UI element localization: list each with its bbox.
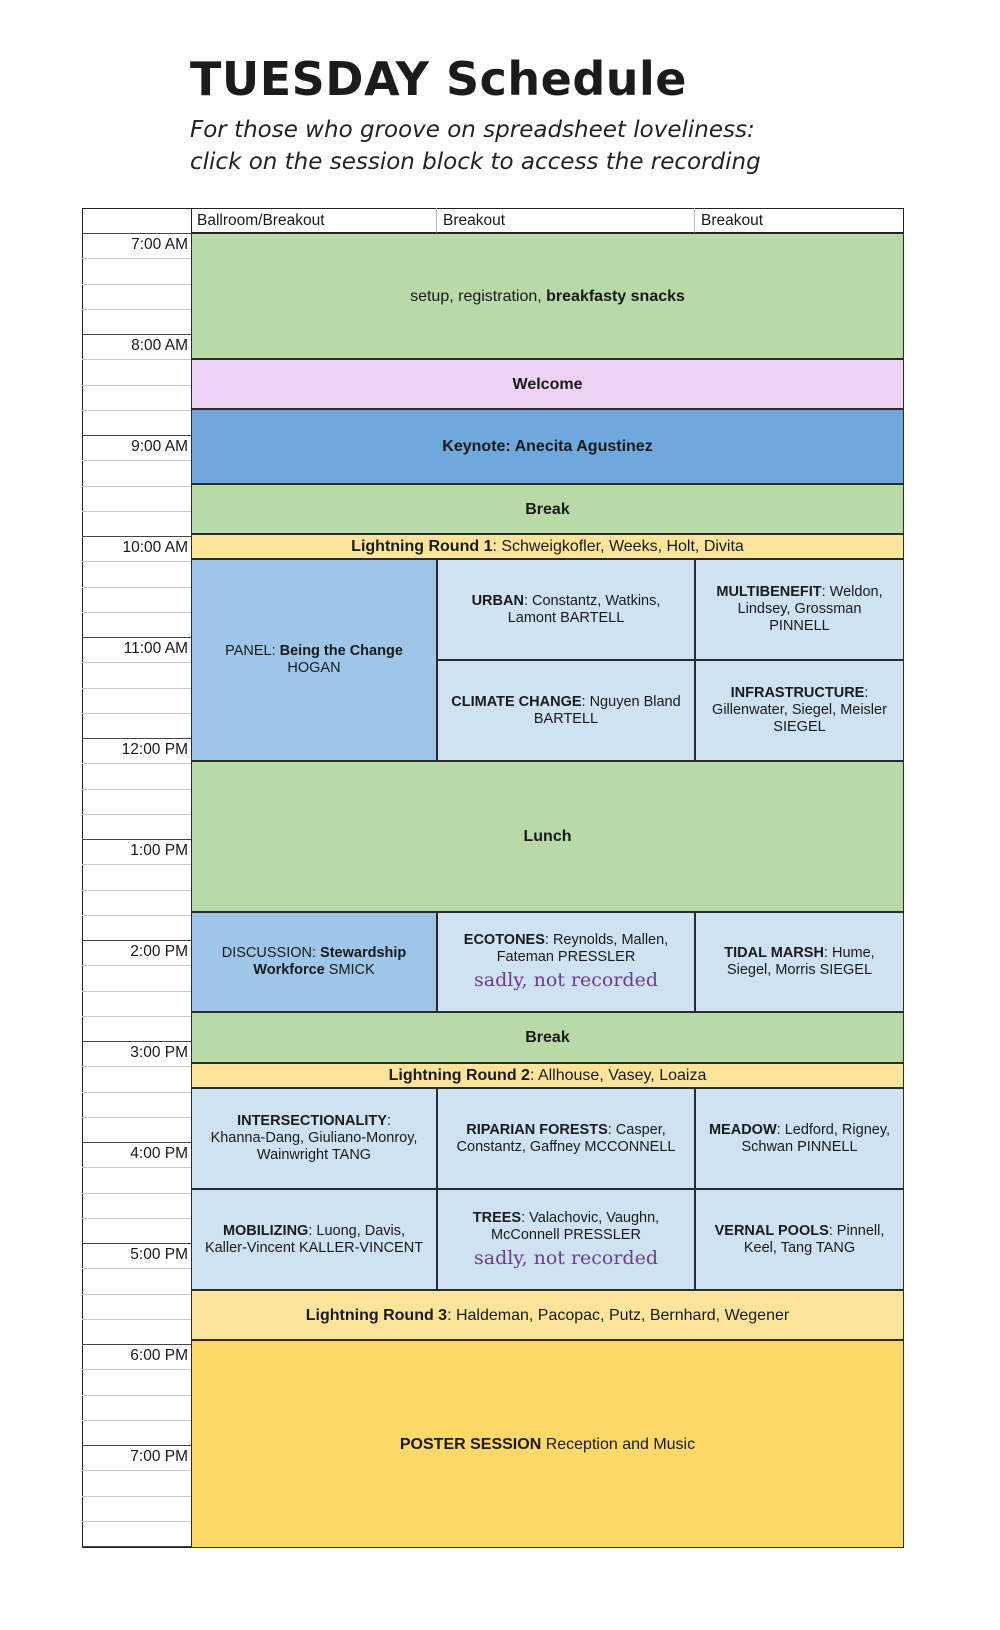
hour-gridline: [82, 637, 192, 638]
intersectionality-line-3: Wainwright TANG: [256, 1147, 372, 1163]
hour-gridline: [82, 536, 192, 537]
multibenefit-line-2: Lindsey, Grossman: [737, 601, 862, 617]
intersectionality-line-2: Khanna-Dang, Giuliano-Monroy,: [210, 1130, 418, 1146]
time-label: 11:00 AM: [123, 640, 188, 657]
intersectionality-title: INTERSECTIONALITY:: [237, 1113, 391, 1129]
quarter-gridline: [82, 1521, 192, 1522]
session-setup-label: setup, registration, breakfasty snacks: [410, 287, 685, 305]
quarter-gridline: [82, 561, 192, 562]
quarter-gridline: [82, 460, 192, 461]
page-subtitle: [190, 114, 761, 178]
session-break-2-label: Break: [525, 1029, 570, 1046]
quarter-gridline: [82, 1167, 192, 1168]
page-title: TUESDAY Schedule: [190, 52, 687, 106]
ecotones-title: ECOTONES: Reynolds, Mallen,: [463, 932, 669, 948]
time-label: 2:00 PM: [130, 943, 188, 960]
infrastructure-title: INFRASTRUCTURE:: [730, 685, 869, 701]
trees-line-2: McConnell PRESSLER: [491, 1226, 641, 1243]
riparian-line-2: Constantz, Gaffney MCCONNELL: [456, 1138, 676, 1155]
session-lightning-round-3[interactable]: [191, 1290, 904, 1340]
time-label: 4:00 PM: [130, 1145, 188, 1162]
hour-gridline: [82, 233, 192, 234]
quarter-gridline: [82, 890, 192, 891]
session-mobilizing[interactable]: [191, 1189, 437, 1290]
session-vernal-pools[interactable]: [695, 1189, 904, 1290]
time-label: 8:00 AM: [131, 337, 188, 354]
trees-not-recorded-note: sadly, not recorded: [473, 1246, 659, 1269]
quarter-gridline: [82, 789, 192, 790]
time-label: 3:00 PM: [130, 1044, 188, 1061]
climate-line-2: BARTELL: [533, 710, 599, 727]
quarter-gridline: [82, 864, 192, 865]
time-label: 7:00 PM: [130, 1448, 188, 1465]
column-header-ballroom: Ballroom/Breakout: [191, 208, 437, 233]
subtitle-line-2: click on the session block to access the recording: [190, 149, 761, 175]
session-lunch-label: Lunch: [523, 828, 572, 845]
quarter-gridline: [82, 511, 192, 512]
time-label: 9:00 AM: [131, 438, 188, 455]
quarter-gridline: [82, 587, 192, 588]
meadow-line-2: Schwan PINNELL: [741, 1138, 858, 1155]
column-header-breakout-1: Breakout: [437, 208, 695, 233]
session-poster[interactable]: [191, 1340, 904, 1548]
session-lightning-round-2[interactable]: [191, 1063, 904, 1088]
session-climate-change[interactable]: [437, 660, 695, 761]
time-label: 7:00 AM: [131, 236, 188, 253]
quarter-gridline: [82, 486, 192, 487]
lightning-round-3-label: Lightning Round 3: Haldeman, Pacopac, Putz, Bernhard, Wegener: [305, 1306, 790, 1324]
ecotones-line-2: Fateman PRESSLER: [496, 949, 636, 965]
hour-gridline: [82, 1344, 192, 1345]
climate-title: CLIMATE CHANGE: Nguyen Bland: [451, 693, 681, 710]
session-setup[interactable]: [191, 233, 904, 359]
infrastructure-line-3: SIEGEL: [773, 719, 826, 735]
tidal-line-2: Siegel, Morris SIEGEL: [726, 962, 873, 978]
quarter-gridline: [82, 1268, 192, 1269]
session-break-1[interactable]: [191, 484, 904, 534]
session-ecotones[interactable]: [437, 912, 695, 1012]
discussion-title: DISCUSSION: Stewardship: [221, 945, 407, 961]
panel-moderator: HOGAN: [287, 660, 341, 676]
quarter-gridline: [82, 410, 192, 411]
urban-title: URBAN: Constantz, Watkins,: [471, 592, 661, 609]
vernal-line-2: Keel, Tang TANG: [743, 1239, 856, 1256]
quarter-gridline: [82, 1016, 192, 1017]
vernal-title: VERNAL POOLS: Pinnell,: [714, 1222, 885, 1239]
quarter-gridline: [82, 309, 192, 310]
quarter-gridline: [82, 1319, 192, 1320]
session-discussion[interactable]: [191, 912, 437, 1012]
quarter-gridline: [82, 1369, 192, 1370]
multibenefit-line-3: PINNELL: [769, 618, 830, 634]
time-label: 6:00 PM: [130, 1347, 188, 1364]
lightning-round-2-label: Lightning Round 2: Allhouse, Vasey, Loaiza: [388, 1067, 707, 1084]
session-trees[interactable]: [437, 1189, 695, 1290]
discussion-line-2: Workforce SMICK: [253, 962, 375, 978]
session-urban[interactable]: [437, 559, 695, 660]
quarter-gridline: [82, 1117, 192, 1118]
session-lightning-round-1[interactable]: [191, 534, 904, 559]
time-label: 12:00 PM: [121, 741, 188, 758]
quarter-gridline: [82, 612, 192, 613]
session-lunch[interactable]: [191, 761, 904, 912]
hour-gridline: [82, 839, 192, 840]
hour-gridline: [82, 334, 192, 335]
multibenefit-title: MULTIBENEFIT: Weldon,: [716, 584, 883, 600]
quarter-gridline: [82, 1092, 192, 1093]
quarter-gridline: [82, 359, 192, 360]
column-header-breakout-2: Breakout: [695, 208, 904, 233]
quarter-gridline: [82, 385, 192, 386]
time-label: 5:00 PM: [130, 1246, 188, 1263]
quarter-gridline: [82, 1218, 192, 1219]
meadow-title: MEADOW: Ledford, Rigney,: [708, 1121, 891, 1138]
hour-gridline: [82, 738, 192, 739]
time-label: 1:00 PM: [130, 842, 188, 859]
infrastructure-line-2: Gillenwater, Siegel, Meisler: [712, 702, 887, 718]
quarter-gridline: [82, 991, 192, 992]
hour-gridline: [82, 1445, 192, 1446]
hour-gridline: [82, 1546, 192, 1547]
quarter-gridline: [82, 1470, 192, 1471]
session-riparian-forests[interactable]: [437, 1088, 695, 1189]
lightning-round-1-label: Lightning Round 1: Schweigkofler, Weeks, Holt, Divita: [351, 538, 744, 555]
panel-title: PANEL: Being the Change: [225, 643, 403, 659]
hour-gridline: [82, 1142, 192, 1143]
quarter-gridline: [82, 1420, 192, 1421]
time-label: 10:00 AM: [122, 539, 188, 556]
urban-line-2: Lamont BARTELL: [507, 609, 625, 626]
quarter-gridline: [82, 1395, 192, 1396]
session-infrastructure[interactable]: [695, 660, 904, 761]
quarter-gridline: [82, 1193, 192, 1194]
tidal-title: TIDAL MARSH: Hume,: [724, 945, 875, 961]
session-tidal-marsh[interactable]: [695, 912, 904, 1012]
quarter-gridline: [82, 1294, 192, 1295]
session-meadow[interactable]: [695, 1088, 904, 1189]
trees-title: TREES: Valachovic, Vaughn,: [472, 1209, 660, 1226]
session-welcome[interactable]: [191, 359, 904, 409]
hour-gridline: [82, 1243, 192, 1244]
quarter-gridline: [82, 915, 192, 916]
session-keynote[interactable]: [191, 409, 904, 484]
quarter-gridline: [82, 662, 192, 663]
hour-gridline: [82, 940, 192, 941]
subtitle-line-1: For those who groove on spreadsheet loveliness:: [190, 117, 755, 143]
hour-gridline: [82, 435, 192, 436]
session-break-2[interactable]: [191, 1012, 904, 1063]
session-multibenefit[interactable]: [695, 559, 904, 660]
mobilizing-title: MOBILIZING: Luong, Davis,: [222, 1222, 406, 1239]
quarter-gridline: [82, 258, 192, 259]
poster-label: POSTER SESSION Reception and Music: [399, 1435, 696, 1453]
quarter-gridline: [82, 688, 192, 689]
hour-gridline: [82, 1041, 192, 1042]
quarter-gridline: [82, 713, 192, 714]
quarter-gridline: [82, 965, 192, 966]
quarter-gridline: [82, 284, 192, 285]
session-break-1-label: Break: [525, 500, 570, 518]
quarter-gridline: [82, 763, 192, 764]
ecotones-not-recorded-note: sadly, not recorded: [473, 969, 659, 991]
quarter-gridline: [82, 814, 192, 815]
riparian-title: RIPARIAN FORESTS: Casper,: [466, 1121, 666, 1138]
session-intersectionality[interactable]: [191, 1088, 437, 1189]
session-keynote-label: Keynote: Anecita Agustinez: [442, 438, 653, 455]
quarter-gridline: [82, 1496, 192, 1497]
session-panel[interactable]: [191, 559, 437, 761]
quarter-gridline: [82, 1066, 192, 1067]
mobilizing-line-2: Kaller-Vincent KALLER-VINCENT: [204, 1239, 424, 1256]
session-welcome-label: Welcome: [512, 375, 583, 393]
